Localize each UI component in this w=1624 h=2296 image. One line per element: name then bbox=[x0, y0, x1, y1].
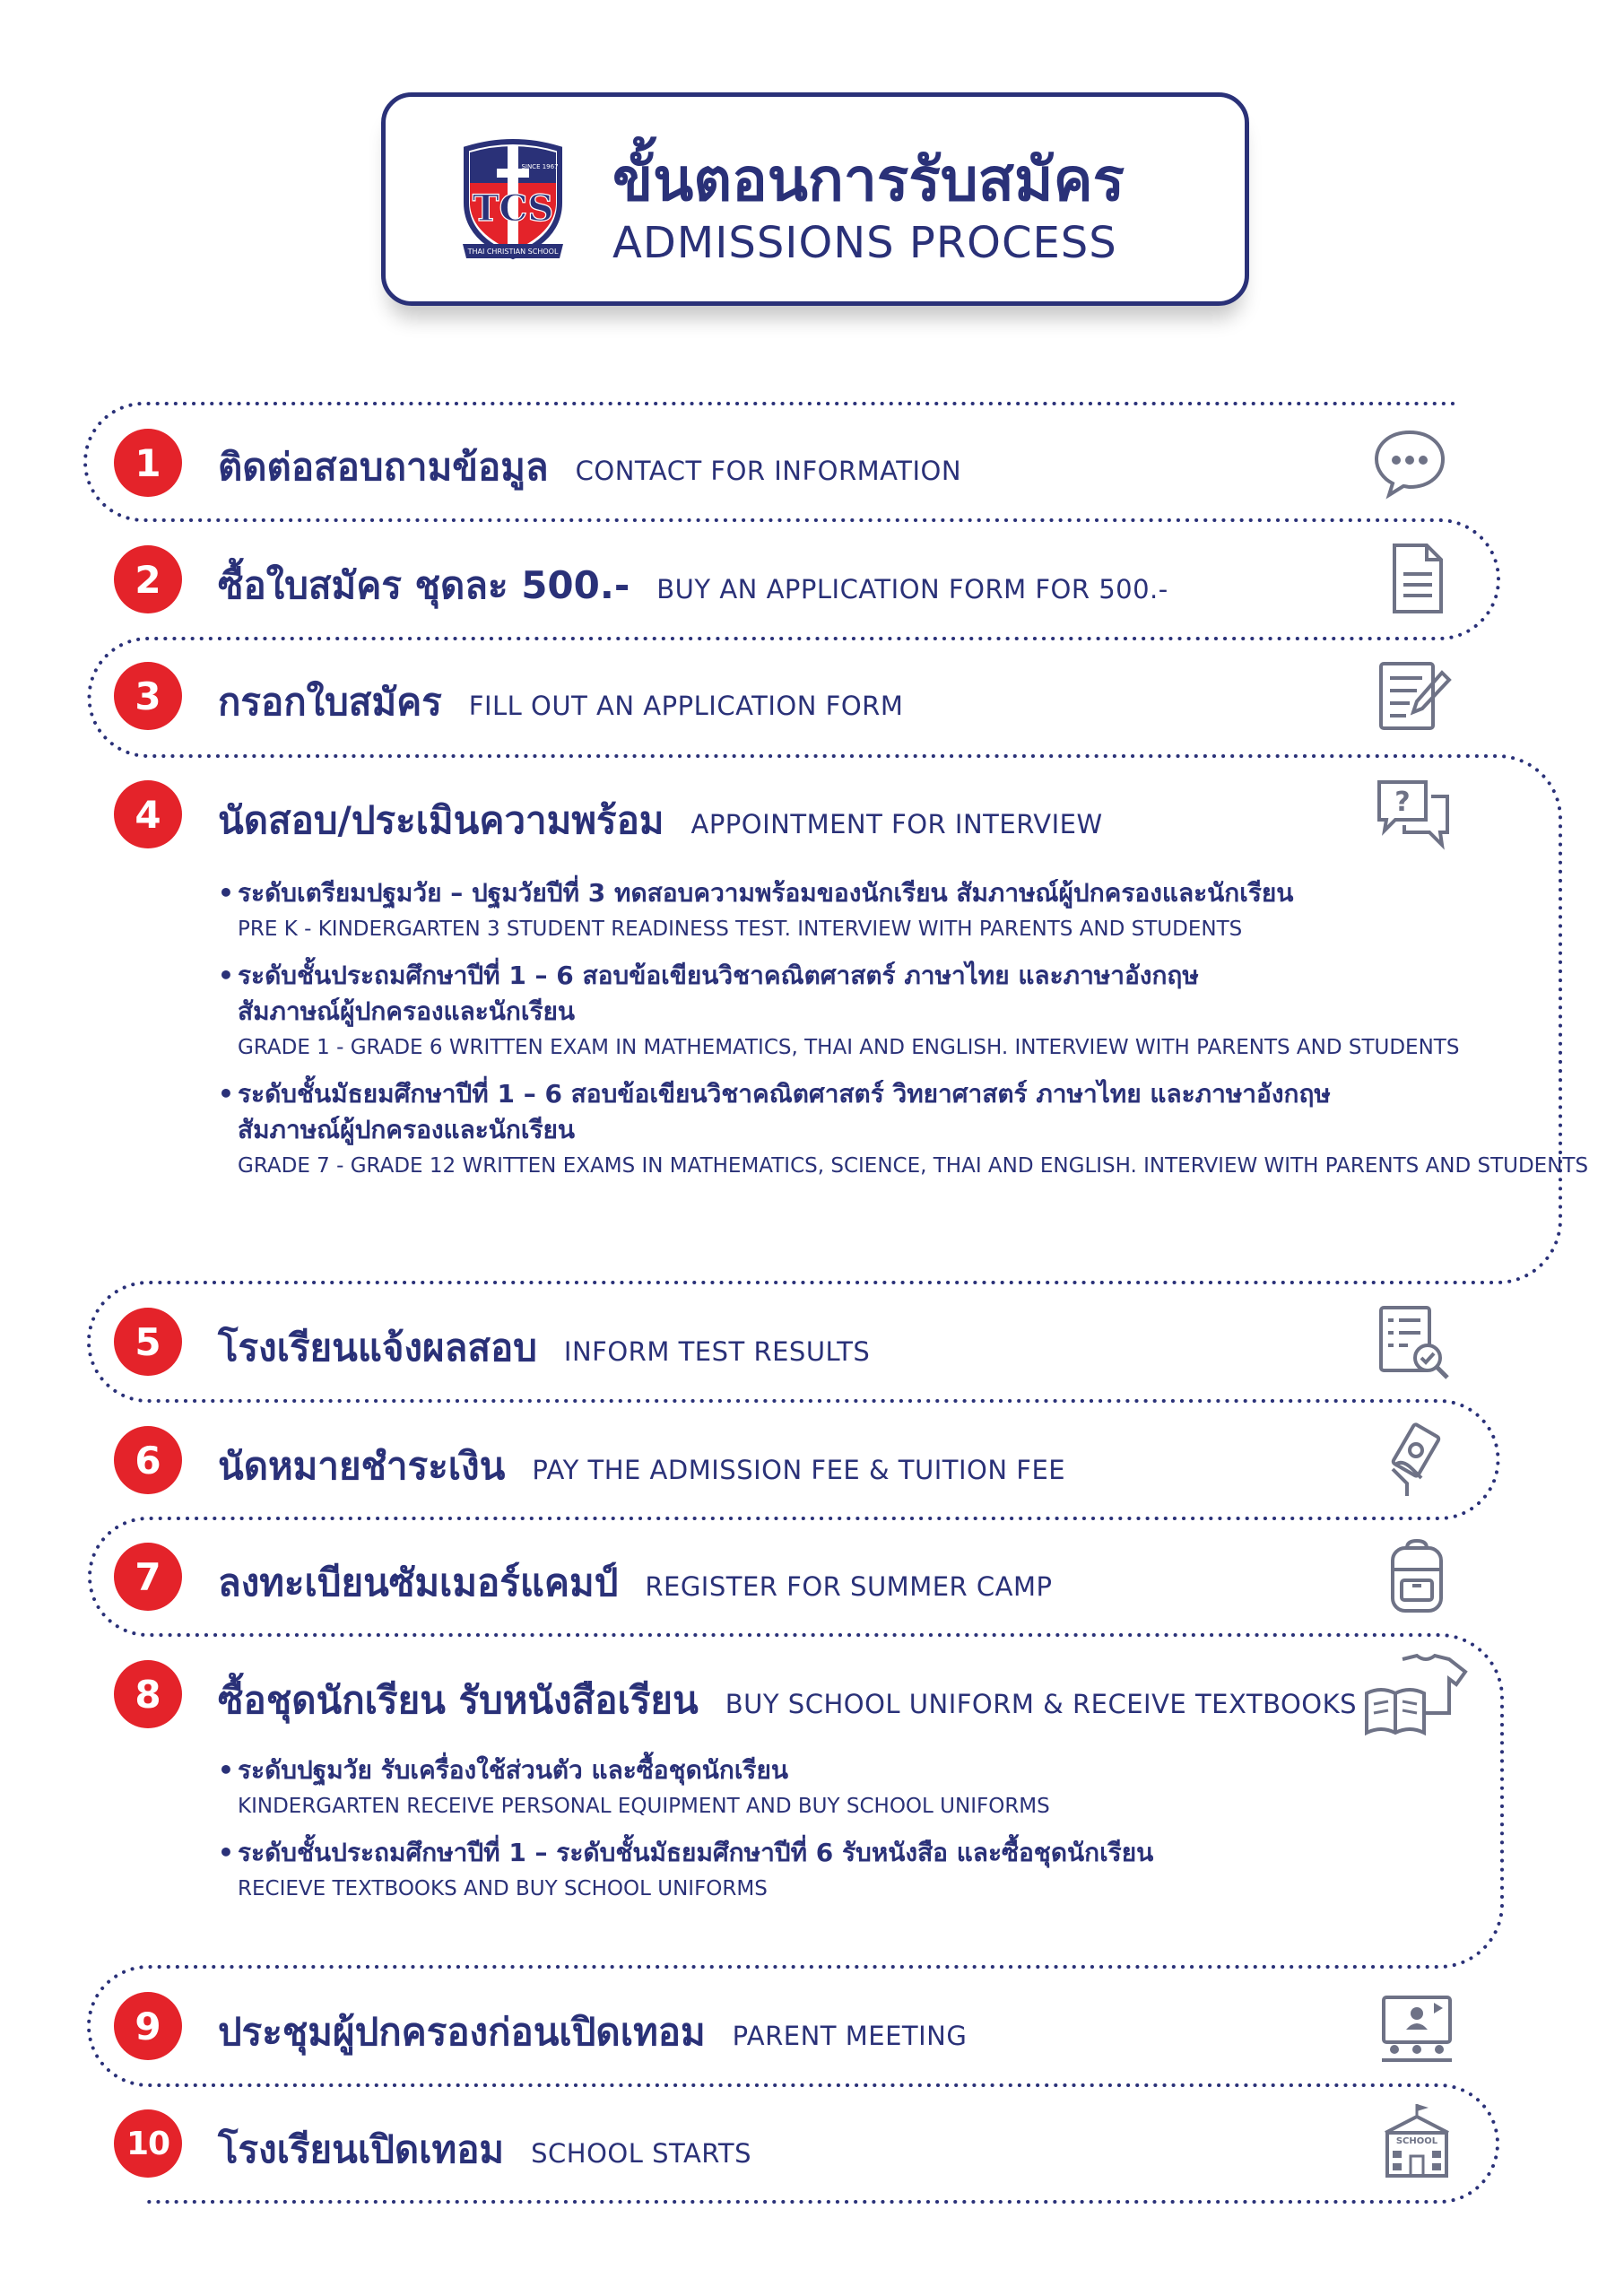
hand-money-icon bbox=[1376, 1419, 1457, 1500]
step-title-english: PARENT MEETING bbox=[732, 2021, 968, 2051]
detail-english: PRE K - KINDERGARTEN 3 STUDENT READINESS TEST. INTERVIEW WITH PARENTS AND STUDENTS bbox=[238, 918, 1243, 941]
detail-thai: • ระดับชั้นประถมศึกษาปีที่ 1 – 6 สอบข้อเขียนวิชาคณิตศาสตร์ ภาษาไทย และภาษาอังกฤษ bbox=[218, 961, 1199, 990]
edit-form-icon bbox=[1372, 655, 1453, 735]
step-title-english: FILL OUT AN APPLICATION FORM bbox=[468, 691, 904, 721]
step-title-english: SCHOOL STARTS bbox=[531, 2138, 751, 2169]
step-title-english: INFORM TEST RESULTS bbox=[563, 1336, 871, 1367]
step-title-thai: ประชุมผู้ปกครองก่อนเปิดเทอม bbox=[218, 2010, 706, 2054]
school-sign-label: SCHOOL bbox=[1395, 2136, 1438, 2146]
step-details bbox=[218, 1752, 1153, 1918]
step-title-thai: ซื้อใบสมัคร ชุดละ 500.- bbox=[218, 563, 630, 607]
step-title-thai: โรงเรียนแจ้งผลสอบ bbox=[218, 1326, 537, 1370]
step-number: 10 bbox=[114, 2109, 182, 2178]
step-title-english: PAY THE ADMISSION FEE & TUITION FEE bbox=[532, 1455, 1066, 1485]
step-details bbox=[218, 875, 1588, 1195]
detail-thai: สัมภาษณ์ผู้ปกครองและนักเรียน bbox=[238, 1115, 576, 1144]
step-title-thai: นัดหมายชำระเงิน bbox=[218, 1444, 506, 1488]
step-title-english: APPOINTMENT FOR INTERVIEW bbox=[690, 809, 1103, 839]
detail-english: KINDERGARTEN RECEIVE PERSONAL EQUIPMENT AND BUY SCHOOL UNIFORMS bbox=[238, 1795, 1050, 1818]
step-title-english: REGISTER FOR SUMMER CAMP bbox=[645, 1571, 1053, 1602]
checklist-search-icon bbox=[1372, 1300, 1453, 1381]
step-number: 7 bbox=[114, 1543, 182, 1611]
step-number: 2 bbox=[114, 545, 182, 613]
logo-letters: TCS bbox=[472, 187, 554, 230]
title-thai: ขั้นตอนการรับสมัคร bbox=[612, 145, 1125, 214]
step-number: 4 bbox=[114, 780, 182, 848]
chat-bubble-icon bbox=[1369, 422, 1450, 502]
step-title-thai: โรงเรียนเปิดเทอม bbox=[218, 2127, 505, 2171]
step-number: 1 bbox=[114, 429, 182, 497]
header-card bbox=[381, 92, 1249, 306]
question-chat-icon bbox=[1372, 773, 1453, 854]
school-logo-icon bbox=[457, 133, 569, 264]
step-title-english: BUY AN APPLICATION FORM FOR 500.- bbox=[656, 574, 1168, 604]
svg-text:?: ? bbox=[1394, 787, 1411, 818]
step-number: 6 bbox=[114, 1426, 182, 1494]
logo-since: SINCE 1967 bbox=[521, 163, 559, 170]
step-title-thai: ลงทะเบียนซัมเมอร์แคมป์ bbox=[218, 1561, 619, 1605]
document-icon bbox=[1376, 538, 1457, 619]
detail-english: GRADE 7 - GRADE 12 WRITTEN EXAMS IN MATHEMATICS, SCIENCE, THAI AND ENGLISH. INTERVIEW WITH PARENTS AND STUDENTS bbox=[238, 1154, 1589, 1178]
step-number: 5 bbox=[114, 1308, 182, 1376]
step-title-thai: กรอกใบสมัคร bbox=[218, 680, 442, 724]
logo-school-name: THAI CHRISTIAN SCHOOL bbox=[467, 248, 559, 256]
step-number: 3 bbox=[114, 662, 182, 730]
backpack-icon bbox=[1376, 1535, 1457, 1616]
detail-thai: สัมภาษณ์ผู้ปกครองและนักเรียน bbox=[238, 996, 576, 1026]
school-building-icon bbox=[1376, 2100, 1457, 2181]
detail-english: RECIEVE TEXTBOOKS AND BUY SCHOOL UNIFORMS bbox=[238, 1877, 768, 1900]
step-title-english: BUY SCHOOL UNIFORM & RECEIVE TEXTBOOKS bbox=[725, 1689, 1358, 1719]
step-title-english: CONTACT FOR INFORMATION bbox=[575, 456, 962, 486]
step-number: 8 bbox=[114, 1660, 182, 1728]
video-meeting-icon bbox=[1376, 1985, 1457, 2066]
step-title-thai: นัดสอบ/ประเมินความพร้อม bbox=[218, 798, 664, 842]
detail-thai: • ระดับชั้นประถมศึกษาปีที่ 1 – ระดับชั้นมัธยมศึกษาปีที่ 6 รับหนังสือ และซื้อชุดนักเรียน bbox=[218, 1838, 1154, 1867]
detail-thai: • ระดับชั้นมัธยมศึกษาปีที่ 1 – 6 สอบข้อเขียนวิชาคณิตศาสตร์ วิทยาศาสตร์ ภาษาไทย และภาษาอังกฤษ bbox=[218, 1079, 1331, 1109]
step-number: 9 bbox=[114, 1992, 182, 2060]
detail-thai: • ระดับปฐมวัย รับเครื่องใช้ส่วนตัว และซื้อชุดนักเรียน bbox=[218, 1755, 789, 1785]
title-english: ADMISSIONS PROCESS bbox=[612, 218, 1117, 268]
detail-english: GRADE 1 - GRADE 6 WRITTEN EXAM IN MATHEMATICS, THAI AND ENGLISH. INTERVIEW WITH PARENTS AND STUDENTS bbox=[238, 1036, 1460, 1059]
step-title-thai: ติดต่อสอบถามข้อมูล bbox=[218, 445, 549, 489]
uniform-book-icon bbox=[1363, 1650, 1471, 1740]
step-title-thai: ซื้อชุดนักเรียน รับหนังสือเรียน bbox=[218, 1678, 699, 1722]
detail-thai: • ระดับเตรียมปฐมวัย – ปฐมวัยปีที่ 3 ทดสอบความพร้อมของนักเรียน สัมภาษณ์ผู้ปกครองและนักเรียน bbox=[218, 878, 1294, 908]
